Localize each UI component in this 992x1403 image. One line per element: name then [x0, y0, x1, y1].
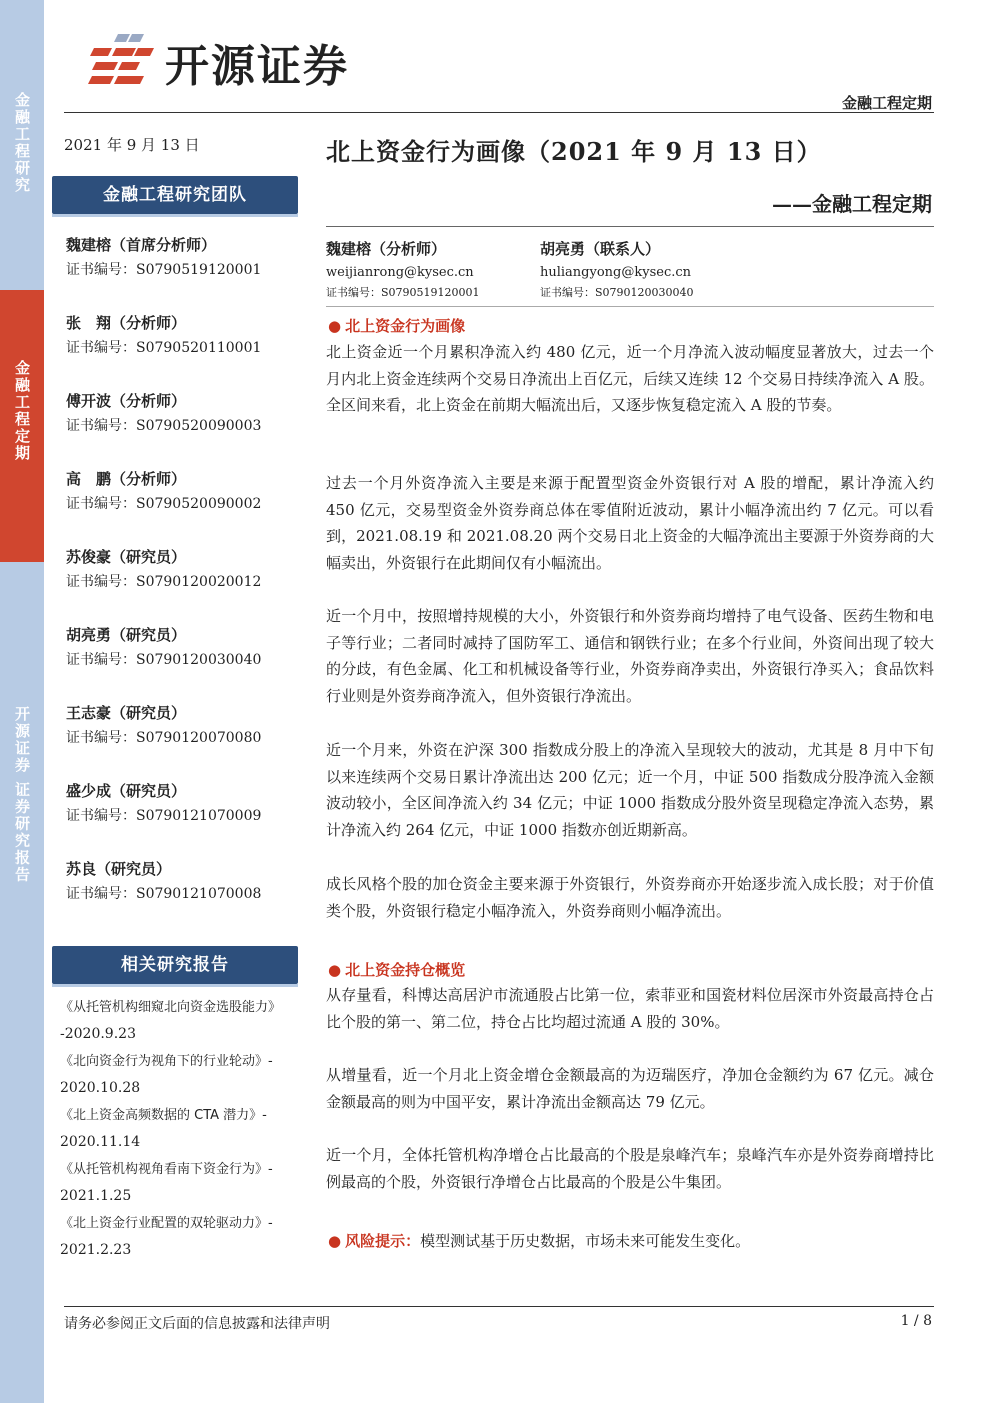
related-report-link[interactable]: 《北上资金行业配置的双轮驱动力》- [60, 1216, 273, 1231]
brand-name: 开源证券 [165, 41, 349, 92]
member-cert: 证书编号：S0790520090003 [66, 418, 262, 434]
paragraph: 过去一个月外资净流入主要是来源于配置型资金外资银行对 A 股的增配，累计净流入约 450 亿元，交易型资金外资券商总体在零值附近波动，累计小幅净流出约 7 亿元。可以看到，2021.08.19 和 2021.08.20 两个交易日北上资金的大幅净流出主要源于外资券商的大幅卖出，外资银行在此期间仅有小幅流出。 [326, 474, 934, 572]
header-divider [64, 112, 934, 113]
team-member [66, 624, 306, 702]
related-report-link[interactable]: 《北向资金行为视角下的行业轮动》- [60, 1054, 273, 1069]
paragraph: 从存量看，科博达高居沪市流通股占比第一位，索菲亚和国瓷材料位居深市外资最高持仓占比个股的第一、第二位，持仓占比均超过流通 A 股的 30%。 [326, 986, 934, 1031]
team-title: 金融工程研究团队 [52, 176, 298, 214]
member-cert: 证书编号：S0790520090002 [66, 496, 262, 512]
member-name: 魏建榕（首席分析师） [66, 236, 217, 254]
risk-text: 模型测试基于历史数据，市场未来可能发生变化。 [420, 1232, 751, 1250]
team-member [66, 858, 306, 936]
related-report-link[interactable]: 《北上资金高频数据的 CTA 潜力》- [60, 1108, 267, 1123]
member-name: 傅开波（分析师） [66, 392, 187, 410]
bullet-icon: ● [328, 317, 342, 335]
company-logo-icon [88, 30, 158, 90]
section-heading-text: 北上资金行为画像 [345, 317, 466, 335]
paragraph: 近一个月中，按照增持规模的大小，外资银行和外资券商均增持了电气设备、医药生物和电子等行业；二者同时减持了国防军工、通信和钢铁行业；在多个行业间，外资间出现了较大的分歧，有色金属、化工和机械设备等行业，外资券商净卖出，外资银行净买入；食品饮料行业则是外资券商净流入，但外资银行净流出。 [326, 607, 934, 705]
related-report-date: -2020.9.23 [60, 1026, 136, 1042]
author-block [326, 238, 480, 302]
section-heading [328, 315, 465, 336]
member-name: 胡亮勇（研究员） [66, 626, 187, 644]
member-name: 王志豪（研究员） [66, 704, 187, 722]
section-heading-text: 北上资金持仓概览 [345, 961, 466, 979]
bullet-icon: ● [328, 1232, 342, 1250]
team-list [66, 234, 306, 936]
related-report-date: 2020.10.28 [60, 1080, 141, 1096]
member-cert: 证书编号：S0790120020012 [66, 574, 262, 590]
related-report-date: 2021.2.23 [60, 1242, 132, 1258]
left-strip [0, 0, 44, 1403]
member-cert: 证书编号：S0790121070008 [66, 886, 262, 902]
author-email[interactable]: weijianrong@kysec.cn [326, 265, 474, 280]
related-reports-list [60, 994, 322, 1264]
sidebar-label-top: 金融工程研究 [13, 92, 31, 194]
member-cert: 证书编号：S0790519120001 [66, 262, 262, 278]
paragraph: 近一个月来，外资在沪深 300 指数成分股上的净流入呈现较大的波动，尤其是 8 月中下旬以来连续两个交易日累计净流出达 200 亿元；近一个月，中证 500 指数成分股净流入金额波动较小，全区间净流入约 34 亿元；中证 1000 指数成分股外资呈现稳定净流入态势，累计净流入约 264 亿元，中证 1000 指数亦创近期新高。 [326, 741, 934, 839]
team-member [66, 234, 306, 312]
report-title: 北上资金行为画像（2021 年 9 月 13 日） [326, 137, 822, 166]
member-name: 张 翔（分析师） [66, 314, 187, 332]
header-tag: 金融工程定期 [841, 94, 932, 112]
page-number: 1 / 8 [900, 1313, 932, 1329]
author-name: 胡亮勇（联系人） [540, 240, 661, 258]
section-heading [328, 959, 465, 980]
paragraph: 从增量看，近一个月北上资金增仓金额最高的为迈瑞医疗，净加仓金额约为 67 亿元。减仓金额最高的则为中国平安，累计净流出金额高达 79 亿元。 [326, 1066, 934, 1111]
team-member [66, 702, 306, 780]
paragraph: 近一个月，全体托管机构净增仓占比最高的个股是泉峰汽车；泉峰汽车亦是外资券商增持比例最高的个股，外资银行净增仓占比最高的个股是公牛集团。 [326, 1146, 934, 1191]
paragraph: 成长风格个股的加仓资金主要来源于外资银行，外资券商亦开始逐步流入成长股；对于价值类个股，外资银行稳定小幅净流入，外资券商则小幅净流出。 [326, 875, 934, 920]
member-cert: 证书编号：S0790120070080 [66, 730, 262, 746]
member-name: 高 鹏（分析师） [66, 470, 187, 488]
footer-disclaimer: 请务必参阅正文后面的信息披露和法律声明 [64, 1316, 330, 1332]
author-cert: 证书编号：S0790519120001 [326, 286, 480, 299]
author-divider [326, 306, 934, 307]
related-reports-title: 相关研究报告 [52, 946, 298, 984]
member-cert: 证书编号：S0790520110001 [66, 340, 262, 356]
related-report-link[interactable]: 《从托管机构细窥北向资金选股能力》 [60, 1000, 282, 1015]
bullet-icon: ● [328, 961, 342, 979]
related-report-link[interactable]: 《从托管机构视角看南下资金行为》- [60, 1162, 273, 1177]
team-member [66, 312, 306, 390]
paragraph: 北上资金近一个月累积净流入约 480 亿元，近一个月净流入波动幅度显著放大，过去一个月内北上资金连续两个交易日净流出上百亿元，后续又连续 12 个交易日持续净流入 A 股。全区间来看，北上资金在前期大幅流出后，又逐步恢复稳定流入 A 股的节奏。 [326, 343, 934, 414]
author-cert: 证书编号：S0790120030040 [540, 286, 694, 299]
team-member [66, 390, 306, 468]
member-name: 苏良（研究员） [66, 860, 172, 878]
member-name: 苏俊豪（研究员） [66, 548, 187, 566]
member-cert: 证书编号：S0790121070009 [66, 808, 262, 824]
author-name: 魏建榕（分析师） [326, 240, 447, 258]
team-member [66, 546, 306, 624]
title-divider [326, 226, 934, 227]
sidebar-label-middle: 金融工程定期 [13, 360, 31, 462]
team-member [66, 468, 306, 546]
risk-note [328, 1230, 750, 1251]
report-subtitle: ——金融工程定期 [772, 192, 932, 216]
risk-label: 风险提示： [345, 1232, 421, 1250]
related-report-date: 2020.11.14 [60, 1134, 141, 1150]
author-block [540, 238, 694, 302]
sidebar-label-bottom: 开源证券 证券研究报告 [13, 706, 31, 884]
report-date: 2021 年 9 月 13 日 [64, 136, 200, 154]
member-cert: 证书编号：S0790120030040 [66, 652, 262, 668]
author-email[interactable]: huliangyong@kysec.cn [540, 265, 692, 280]
footer-divider [64, 1306, 934, 1307]
team-member [66, 780, 306, 858]
member-name: 盛少成（研究员） [66, 782, 187, 800]
related-report-date: 2021.1.25 [60, 1188, 132, 1204]
